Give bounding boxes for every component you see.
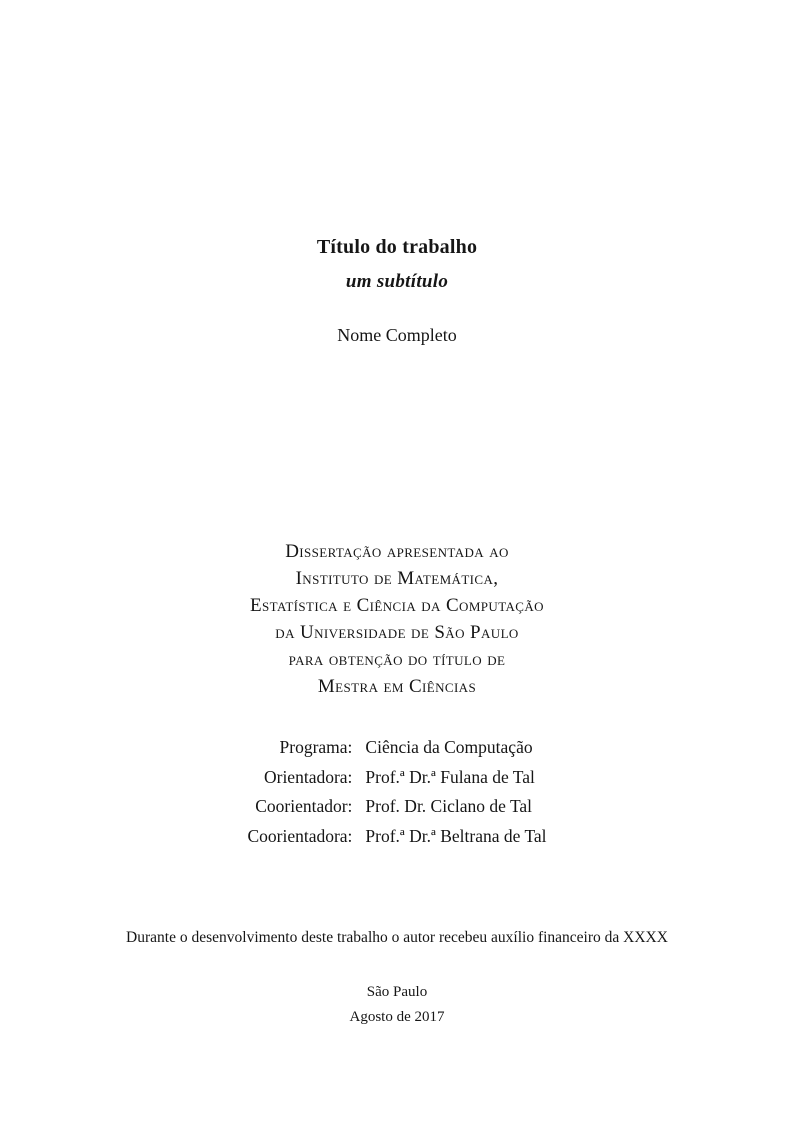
author-name: Nome Completo bbox=[337, 325, 457, 345]
dissertation-statement bbox=[0, 538, 794, 700]
detail-value-orientadora: Prof.ª Dr.ª Fulana de Tal bbox=[365, 766, 535, 787]
city: São Paulo bbox=[366, 984, 428, 1000]
publication-date: Agosto de 2017 bbox=[349, 1009, 445, 1025]
work-title: Título do trabalho bbox=[316, 236, 478, 258]
detail-value-coorientador: Prof. Dr. Ciclano de Tal bbox=[365, 796, 533, 816]
detail-label-programa: Programa: bbox=[279, 737, 353, 757]
detail-value-coorientadora: Prof.ª Dr.ª Beltrana de Tal bbox=[365, 825, 547, 846]
detail-label-coorientador: Coorientador: bbox=[255, 796, 353, 816]
detail-value-programa: Ciência da Computação bbox=[365, 737, 533, 757]
statement-line: Dissertação apresentada ao bbox=[285, 541, 509, 562]
statement-line: Estatística e Ciência da Computação bbox=[250, 595, 544, 616]
statement-line: da Universidade de São Paulo bbox=[275, 622, 519, 643]
statement-line: Instituto de Matemática, bbox=[295, 568, 499, 589]
detail-label-orientadora: Orientadora: bbox=[263, 766, 353, 787]
funding-note: Durante o desenvolvimento deste trabalho o autor recebeu auxílio financeiro da XXXX bbox=[126, 929, 668, 946]
statement-line: para obtenção do título de bbox=[288, 649, 506, 670]
work-subtitle: um subtítulo bbox=[345, 271, 449, 292]
detail-label-coorientadora: Coorientadora: bbox=[247, 825, 353, 846]
statement-line: Mestra em Ciências bbox=[317, 676, 477, 697]
program-advisors-table bbox=[0, 733, 794, 851]
